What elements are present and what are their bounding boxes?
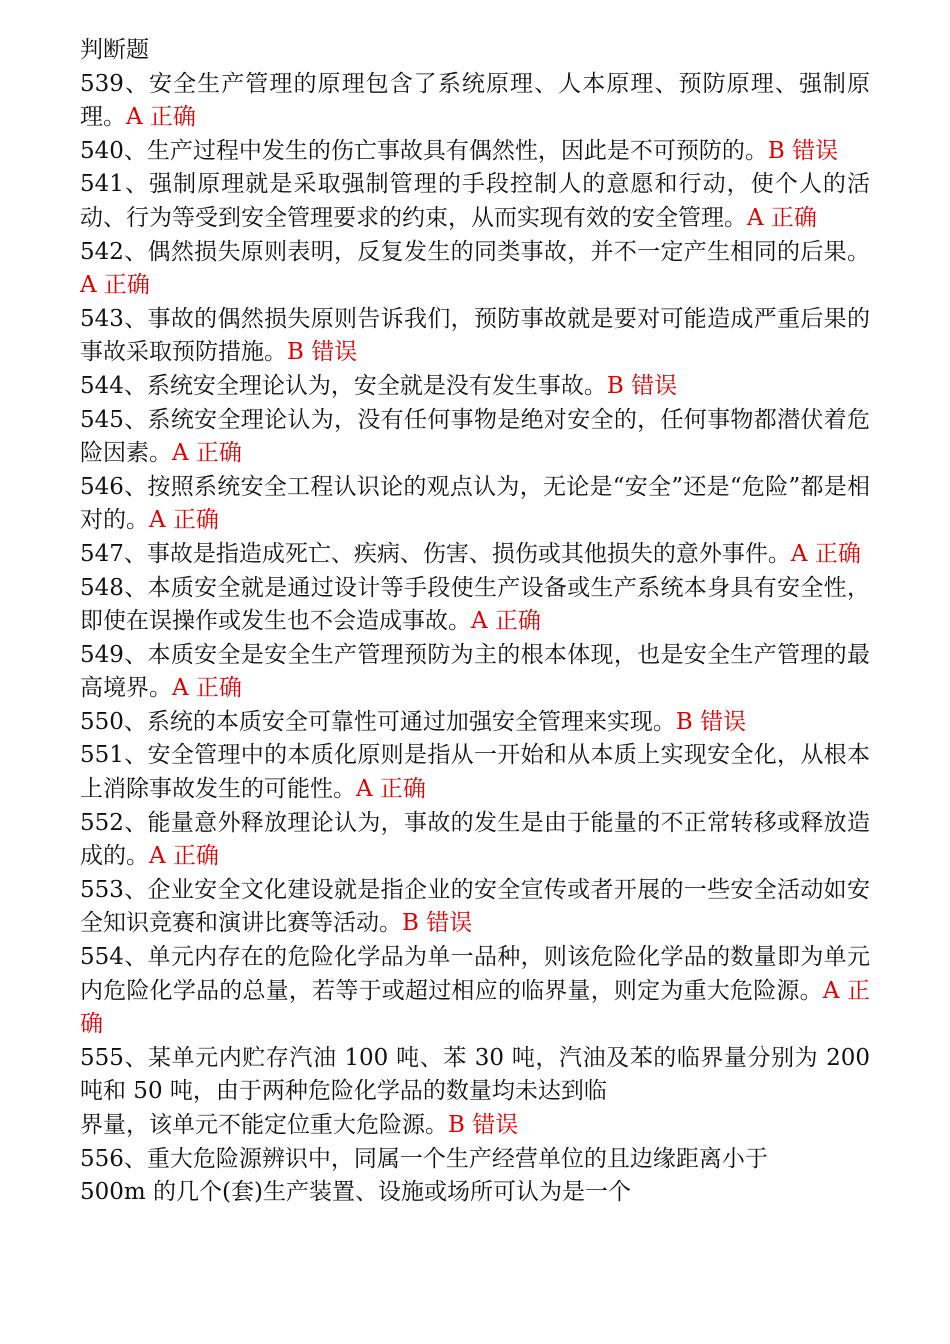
answer-label: A 正确 (80, 977, 871, 1038)
answer-label: A 正确 (172, 675, 242, 702)
question-item (80, 572, 870, 639)
question-555-line-1: 555、某单元内贮存汽油 100 吨、苯 30 吨，汽油及苯的临界量分别为 200 吨和 50 吨，由于两种危险化学品的数量均未达到临 (80, 1044, 870, 1105)
question-text: 545、系统安全理论认为，没有任何事物是绝对安全的，任何事物都潜伏着危险因素。 (80, 406, 870, 467)
question-item (80, 706, 870, 740)
question-text: 543、事故的偶然损失原则告诉我们，预防事故就是要对可能造成严重后果的事故采取预防措施。 (80, 305, 870, 366)
question-item (80, 404, 870, 471)
answer-label: B 错误 (606, 372, 678, 399)
question-text: 552、能量意外释放理论认为，事故的发生是由于能量的不正常转移或释放造成的。 (80, 809, 870, 870)
question-item (80, 471, 870, 538)
question-text: 539、安全生产管理的原理包含了系统原理、人本原理、预防原理、强制原理。 (80, 70, 870, 131)
question-text: 550、系统的本质安全可靠性可通过加强安全管理来实现。 (80, 708, 676, 735)
answer-label: A 正确 (471, 608, 541, 635)
question-text: 541、强制原理就是采取强制管理的手段控制人的意愿和行动，使个人的活动、行为等受到安全管理要求的约束，从而实现有效的安全管理。 (80, 171, 870, 231)
question-text: 551、安全管理中的本质化原则是指从一开始和从本质上实现安全化，从根本上消除事故发生的可能性。 (80, 742, 870, 803)
answer-label: A 正确 (126, 104, 196, 131)
answer-label: B 错误 (448, 1112, 519, 1138)
document-page (80, 34, 870, 1210)
answer-label: A 正确 (149, 507, 219, 534)
question-item-555 (80, 1042, 870, 1143)
question-item (80, 874, 870, 941)
question-item (80, 236, 870, 303)
question-item (80, 739, 870, 806)
question-item (80, 538, 870, 572)
answer-label: B 错误 (402, 910, 473, 937)
question-556-line-1: 556、重大危险源辨识中，同属一个生产经营单位的且边缘距离小于 (80, 1145, 768, 1172)
question-text: 544、系统安全理论认为，安全就是没有发生事故。 (80, 372, 607, 399)
question-item (80, 807, 870, 874)
answer-label: A 正确 (356, 776, 426, 803)
answer-label: B 错误 (287, 339, 358, 366)
answer-label: A 正确 (149, 843, 219, 870)
question-item (80, 941, 870, 1042)
question-text: 547、事故是指造成死亡、疾病、伤害、损伤或其他损失的意外事件。 (80, 540, 791, 567)
question-text: 546、按照系统安全工程认识论的观点认为，无论是“安全”还是“危险”都是相对的。 (80, 473, 870, 534)
question-list (80, 68, 870, 1042)
question-item-556 (80, 1143, 870, 1210)
question-item (80, 303, 870, 370)
section-title: 判断题 (80, 37, 149, 63)
question-item (80, 370, 870, 404)
answer-label: B 错误 (675, 708, 747, 735)
question-555-line-2 (80, 1109, 870, 1143)
question-text: 553、企业安全文化建设就是指企业的安全宣传或者开展的一些安全活动如安全知识竞赛和演讲比赛等活动。 (80, 876, 870, 937)
question-555-text: 界量，该单元不能定位重大危险源。 (80, 1112, 448, 1138)
answer-label: A 正确 (790, 540, 861, 567)
question-556-line-2: 500m 的几个(套)生产装置、设施或场所可认为是一个 (80, 1179, 631, 1206)
answer-label: A 正确 (747, 204, 817, 231)
answer-label: A 正确 (172, 440, 242, 467)
question-item (80, 135, 870, 169)
question-text: 542、偶然损失原则表明，反复发生的同类事故，并不一定产生相同的后果。 (80, 238, 870, 265)
question-text: 540、生产过程中发生的伤亡事故具有偶然性，因此是不可预防的。 (80, 137, 768, 164)
question-item (80, 639, 870, 706)
answer-label: A 正确 (80, 272, 150, 299)
question-text: 554、单元内存在的危险化学品为单一品种，则该危险化学品的数量即为单元内危险化学品的总量，若等于或超过相应的临界量，则定为重大危险源。 (80, 944, 870, 1004)
answer-label: B 错误 (767, 137, 839, 164)
question-item (80, 68, 870, 135)
question-text: 548、本质安全就是通过设计等手段使生产设备或生产系统本身具有安全性，即使在误操作或发生也不会造成事故。 (80, 574, 870, 635)
question-item (80, 168, 870, 235)
question-text: 549、本质安全是安全生产管理预防为主的根本体现，也是安全生产管理的最高境界。 (80, 641, 870, 702)
